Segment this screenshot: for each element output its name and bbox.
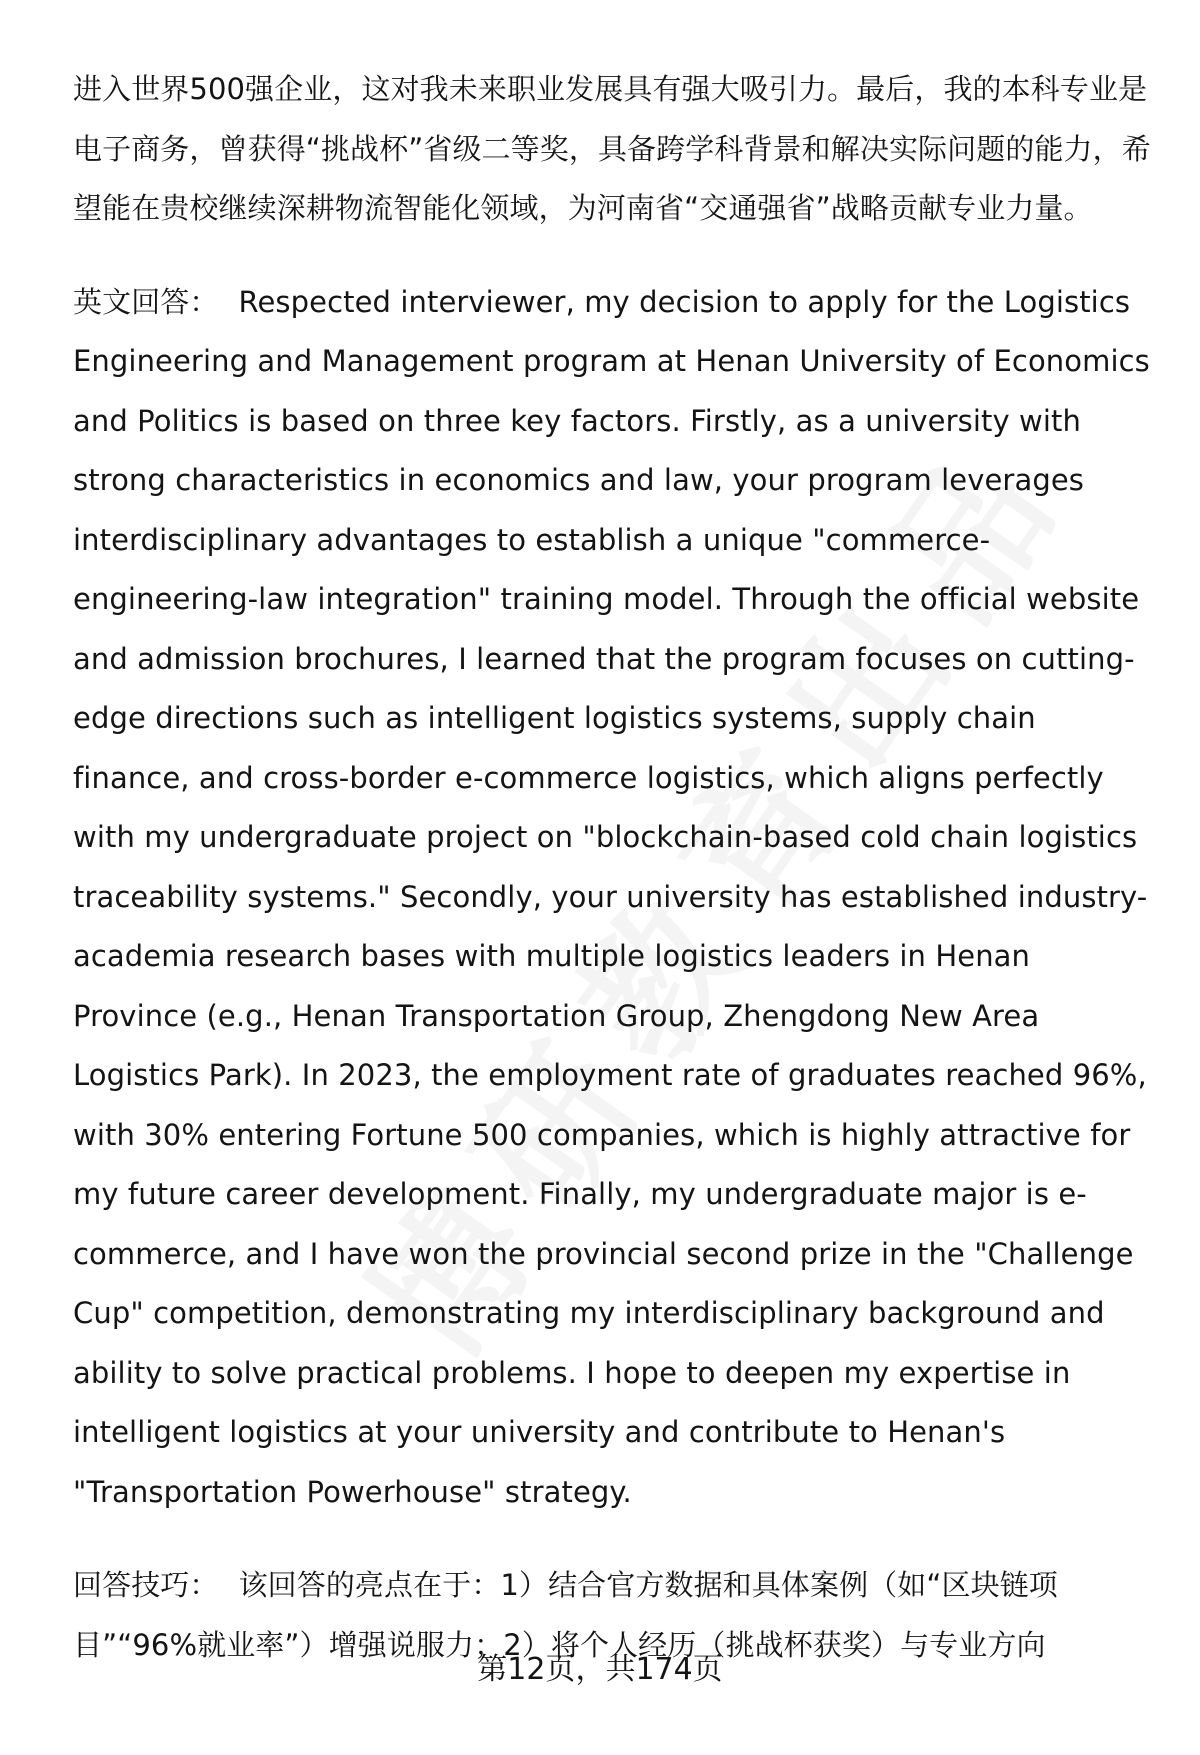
page-number-footer: 第12页，共174页: [477, 1652, 723, 1687]
document-body: [73, 60, 1153, 1675]
answer-tips-text: 该回答的亮点在于：1）结合官方数据和具体案例（如“区块链项目”“96%就业率”）增强说服力；2）将个人经历（挑战杯获奖）与专业方向: [73, 1568, 1058, 1662]
english-answer-label: 英文回答：: [73, 284, 219, 319]
english-answer-paragraph: [73, 273, 1153, 1523]
english-answer-text: Respected interviewer, my decision to apply for the Logistics Engineering and Management program at Henan University of Economics and Politics is based on three key factors. Firstly, as a university with strong characteristics in economics and law, your program leverages interdisciplinary advantages to establish a unique "commerce-engineering-law integration" training model. Through the official website and admission brochures, I learned that the program focuses on cutting-edge directions such as intelligent logistics systems, supply chain finance, and cross-border e-commerce logistics, which aligns perfectly with my undergraduate project on "blockchain-based cold chain logistics traceability systems." Secondly, your university has established industry-academia research bases with multiple logistics leaders in Henan Province (e.g., Henan Transportation Group, Zhengdong New Area Logistics Park). In 2023, the employment rate of graduates reached 96%, with 30% entering Fortune 500 companies, which is highly attractive for my future career development. Finally, my undergraduate major is e-commerce, and I have won the provincial second prize in the "Challenge Cup" competition, demonstrating my interdisciplinary background and ability to solve practical problems. I hope to deepen my expertise in intelligent logistics at your university and contribute to Henan's "Transportation Powerhouse" strategy.: [73, 284, 1150, 1509]
chinese-answer-tail: 进入世界500强企业，这对我未来职业发展具有强大吸引力。最后，我的本科专业是电子商务，曾获得“挑战杯”省级二等奖，具备跨学科背景和解决实际问题的能力，希望能在贵校继续深耕物流智能化领域，为河南省“交通强省”战略贡献专业力量。: [73, 72, 1151, 225]
answer-tips-label: 回答技巧：: [73, 1568, 219, 1602]
